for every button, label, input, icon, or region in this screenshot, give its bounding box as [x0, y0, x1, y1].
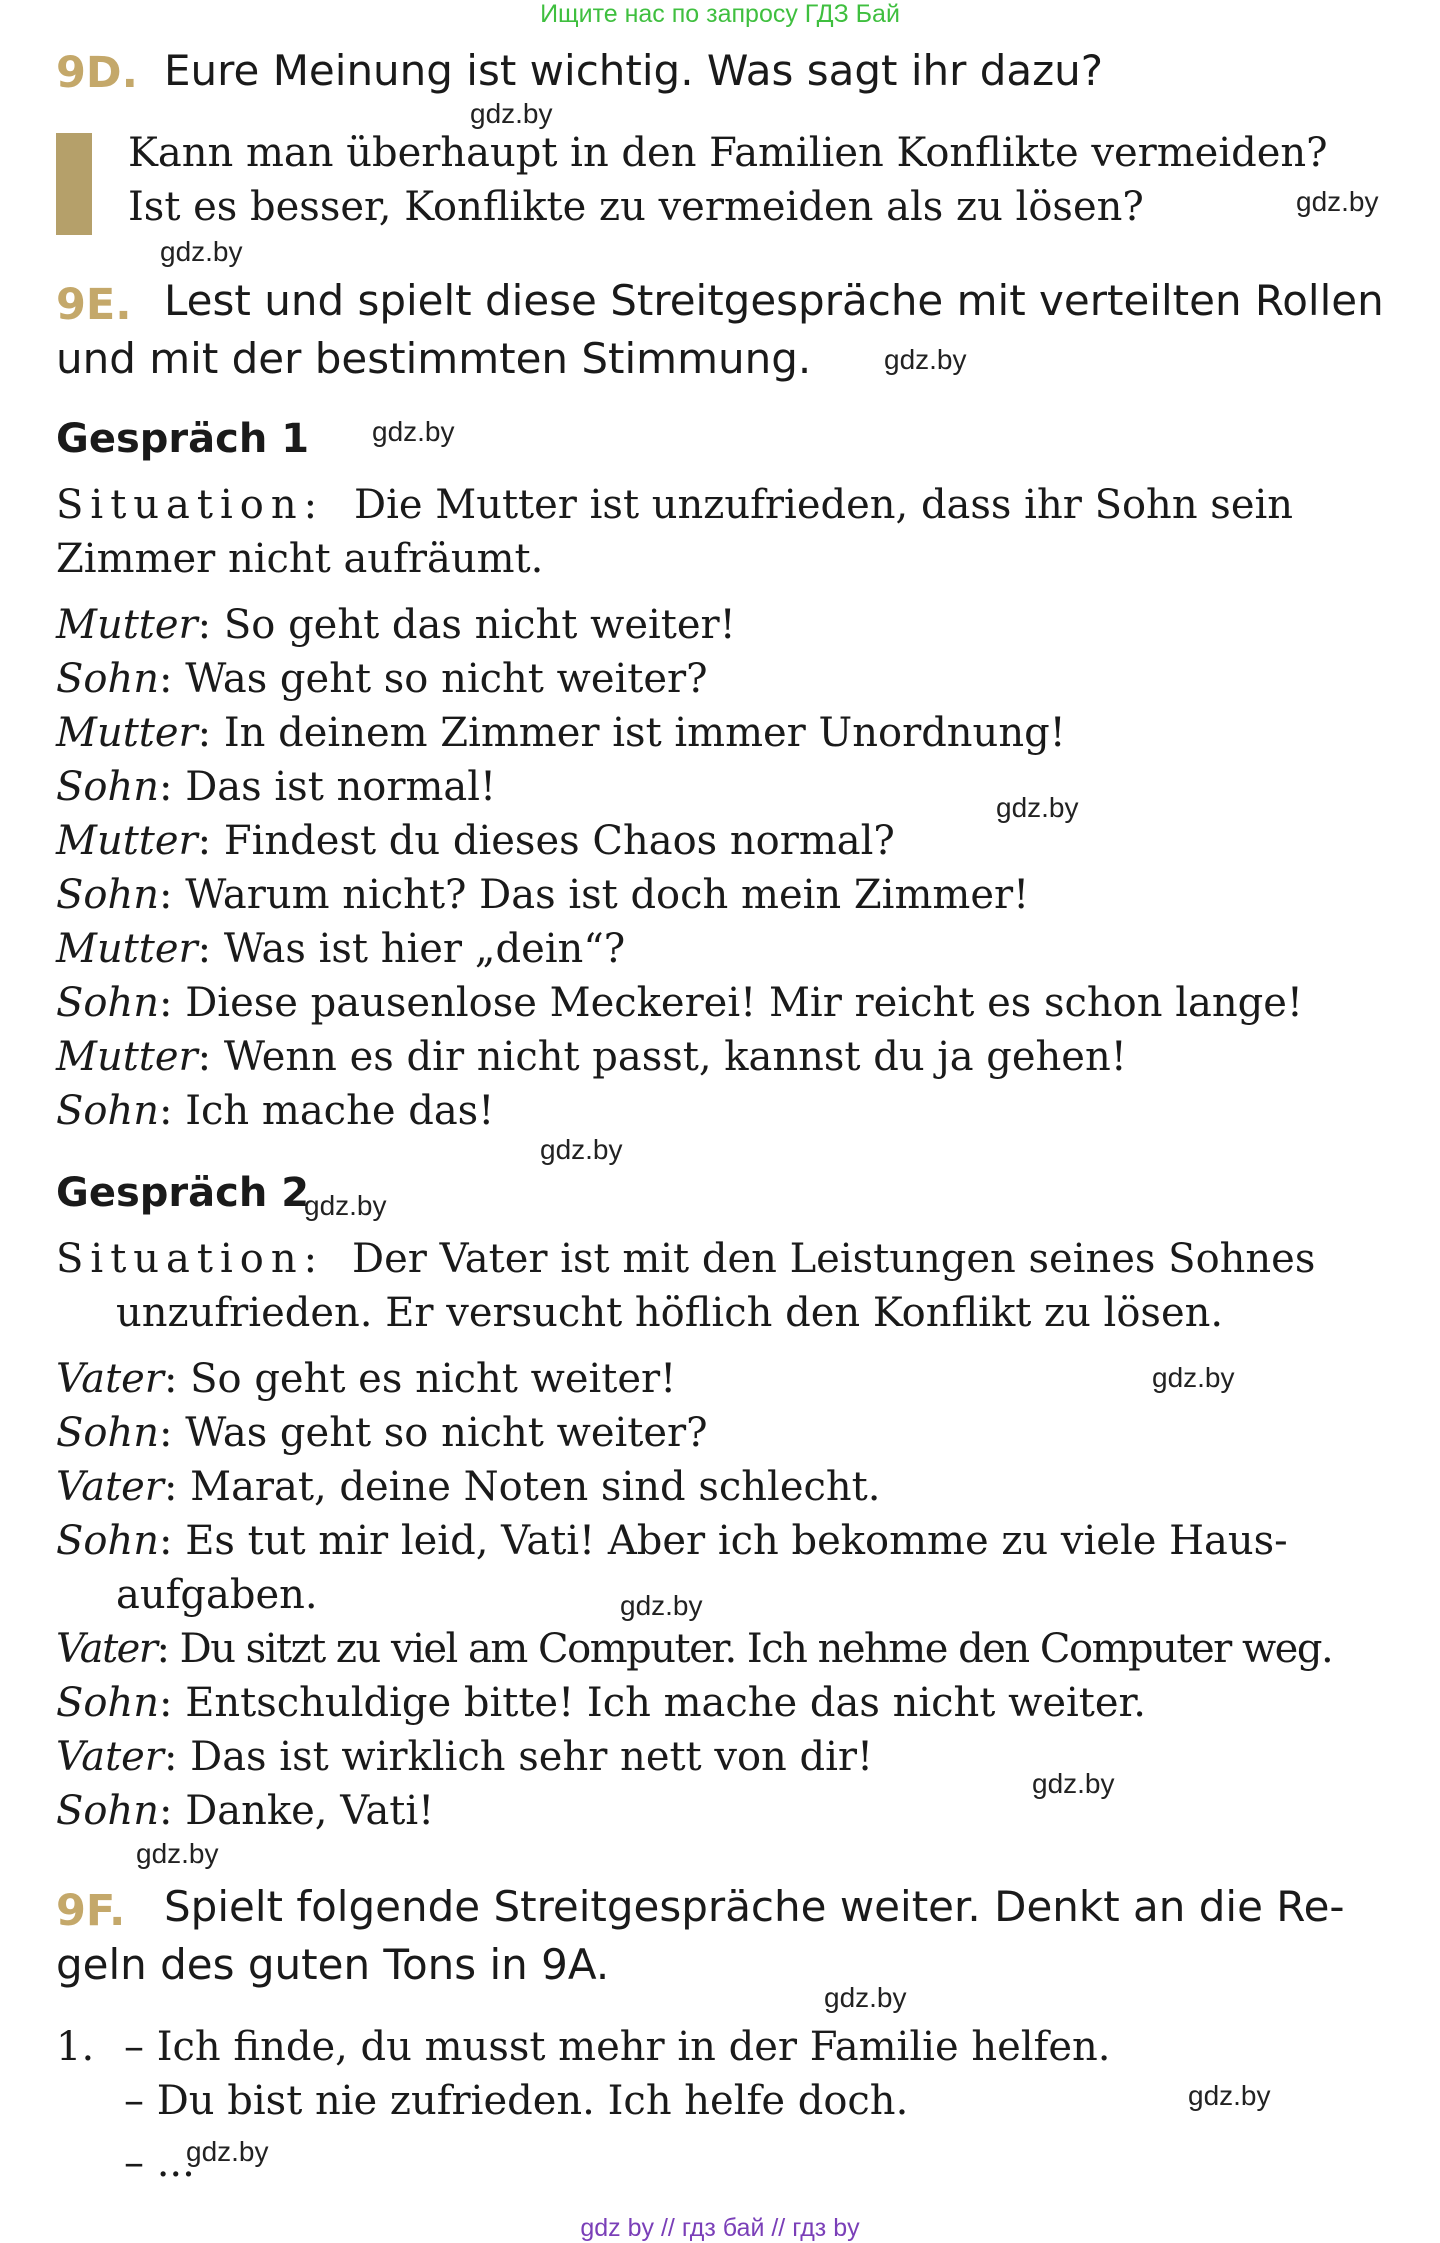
watermark: gdz.by	[824, 1982, 907, 2013]
exercise-9f-title-line-1: Spielt folgende Streitgespräche weiter. Denkt an die Re-	[164, 1882, 1345, 1931]
line-text: : Danke, Vati!	[159, 1788, 435, 1834]
watermark: gdz.by	[372, 416, 455, 447]
line-text: : Findest du dieses Chaos normal?	[197, 818, 895, 864]
watermark: gdz.by	[1032, 1768, 1115, 1799]
exercise-9e-title-line-2: und mit der bestimmten Stimmung.	[56, 334, 812, 383]
dialog-line	[56, 980, 1303, 1026]
exercise-9d-title: Eure Meinung ist wichtig. Was sagt ihr dazu?	[164, 46, 1104, 95]
dialog-line	[56, 1734, 873, 1780]
speaker: Mutter	[56, 710, 198, 756]
exercise-9d-number: 9D.	[56, 48, 138, 98]
line-text: : Das ist normal!	[159, 764, 497, 810]
speaker: Vater	[56, 1626, 157, 1672]
dialog-line	[56, 872, 1029, 918]
line-text: : Diese pausenlose Meckerei! Mir reicht es schon lange!	[159, 980, 1303, 1026]
dialog-2-situation-label: Situation:	[56, 1236, 325, 1282]
dialog-line	[56, 710, 1066, 756]
speaker: Sohn	[56, 1788, 160, 1834]
exercise-9f-line-1: – Ich finde, du musst mehr in der Familie helfen.	[124, 2024, 1111, 2070]
speaker: Mutter	[56, 926, 198, 972]
line-text: : Was geht so nicht weiter?	[159, 656, 708, 702]
line-text: : So geht es nicht weiter!	[163, 1356, 677, 1402]
speaker: Sohn	[56, 1680, 160, 1726]
speaker: Sohn	[56, 1518, 160, 1564]
quote-bar	[56, 133, 92, 235]
dialog-line	[56, 926, 625, 972]
line-text: : Du sitzt zu viel am Computer. Ich nehme den Computer weg.	[156, 1626, 1333, 1672]
watermark: gdz.by	[304, 1190, 387, 1221]
watermark: gdz.by	[160, 236, 243, 267]
exercise-9f-title-line-2: geln des guten Tons in 9A.	[56, 1940, 610, 1989]
exercise-9d-question-1: Kann man überhaupt in den Familien Konflikte vermeiden?	[128, 130, 1328, 176]
watermark: gdz.by	[186, 2136, 269, 2167]
line-text: : Warum nicht? Das ist doch mein Zimmer!	[159, 872, 1030, 918]
dialog-1-situation-label: Situation:	[56, 482, 325, 528]
dialog-line	[56, 1088, 494, 1134]
watermark: gdz.by	[1152, 1362, 1235, 1393]
watermark: gdz.by	[136, 1838, 219, 1869]
dialog-line	[56, 1410, 708, 1456]
exercise-9f-line-3: – ...	[124, 2140, 195, 2186]
speaker: Vater	[56, 1464, 164, 1510]
bottom-note: gdz by // гдз бай // гдз by	[580, 2214, 860, 2242]
speaker: Sohn	[56, 1410, 160, 1456]
line-text: : Was ist hier „dein“?	[197, 926, 626, 972]
dialog-line	[56, 1680, 1146, 1726]
line-text: : Entschuldige bitte! Ich mache das nicht weiter.	[159, 1680, 1146, 1726]
line-text: : So geht das nicht weiter!	[197, 602, 736, 648]
speaker: Sohn	[56, 872, 160, 918]
dialog-line	[56, 1356, 676, 1402]
speaker: Vater	[56, 1356, 164, 1402]
exercise-9f-line-2: – Du bist nie zufrieden. Ich helfe doch.	[124, 2078, 909, 2124]
dialog-1-situation-line-1: Die Mutter ist unzufrieden, dass ihr Sohn sein	[354, 482, 1294, 528]
line-text: : Marat, deine Noten sind schlecht.	[163, 1464, 881, 1510]
speaker: Mutter	[56, 602, 198, 648]
dialog-line	[56, 818, 895, 864]
exercise-9f-number: 9F.	[56, 1886, 126, 1936]
dialog-line	[56, 1788, 434, 1834]
watermark: gdz.by	[1188, 2080, 1271, 2111]
line-text: : Ich mache das!	[159, 1088, 495, 1134]
dialog-line	[56, 1518, 1288, 1564]
speaker: Mutter	[56, 1034, 198, 1080]
line-text: : Wenn es dir nicht passt, kannst du ja gehen!	[197, 1034, 1127, 1080]
watermark: gdz.by	[540, 1134, 623, 1165]
dialog-line	[56, 656, 708, 702]
dialog-line	[56, 764, 496, 810]
watermark: gdz.by	[884, 344, 967, 375]
dialog-line	[56, 1626, 1332, 1672]
watermark: gdz.by	[470, 98, 553, 129]
dialog-2-situation-line-2: unzufrieden. Er versucht höflich den Konflikt zu lösen.	[116, 1290, 1224, 1336]
dialog-1-heading: Gespräch 1	[56, 416, 310, 462]
exercise-9f-item-number: 1.	[56, 2024, 95, 2070]
speaker: Sohn	[56, 764, 160, 810]
dialog-2-situation-line-1: Der Vater ist mit den Leistungen seines Sohnes	[352, 1236, 1316, 1282]
speaker: Sohn	[56, 656, 160, 702]
line-text: : Es tut mir leid, Vati! Aber ich bekomme zu viele Haus-	[159, 1518, 1288, 1564]
line-text: : Das ist wirklich sehr nett von dir!	[163, 1734, 874, 1780]
speaker: Mutter	[56, 818, 198, 864]
speaker: Vater	[56, 1734, 164, 1780]
dialog-line-continuation: aufgaben.	[116, 1572, 318, 1618]
line-text: : Was geht so nicht weiter?	[159, 1410, 708, 1456]
watermark: gdz.by	[620, 1590, 703, 1621]
dialog-1-situation-line-2: Zimmer nicht aufräumt.	[56, 536, 544, 582]
exercise-9e-title-line-1: Lest und spielt diese Streitgespräche mit verteilten Rollen	[164, 276, 1384, 325]
dialog-2-heading: Gespräch 2	[56, 1170, 310, 1216]
top-note: Ищите нас по запросу ГДЗ Бай	[540, 0, 900, 28]
exercise-9e-number: 9E.	[56, 280, 132, 330]
speaker: Sohn	[56, 1088, 160, 1134]
dialog-line	[56, 602, 736, 648]
dialog-line	[56, 1034, 1127, 1080]
watermark: gdz.by	[1296, 186, 1379, 217]
dialog-line	[56, 1464, 880, 1510]
watermark: gdz.by	[996, 792, 1079, 823]
exercise-9d-question-2: Ist es besser, Konflikte zu vermeiden als zu lösen?	[128, 184, 1144, 230]
speaker: Sohn	[56, 980, 160, 1026]
line-text: : In deinem Zimmer ist immer Unordnung!	[197, 710, 1066, 756]
